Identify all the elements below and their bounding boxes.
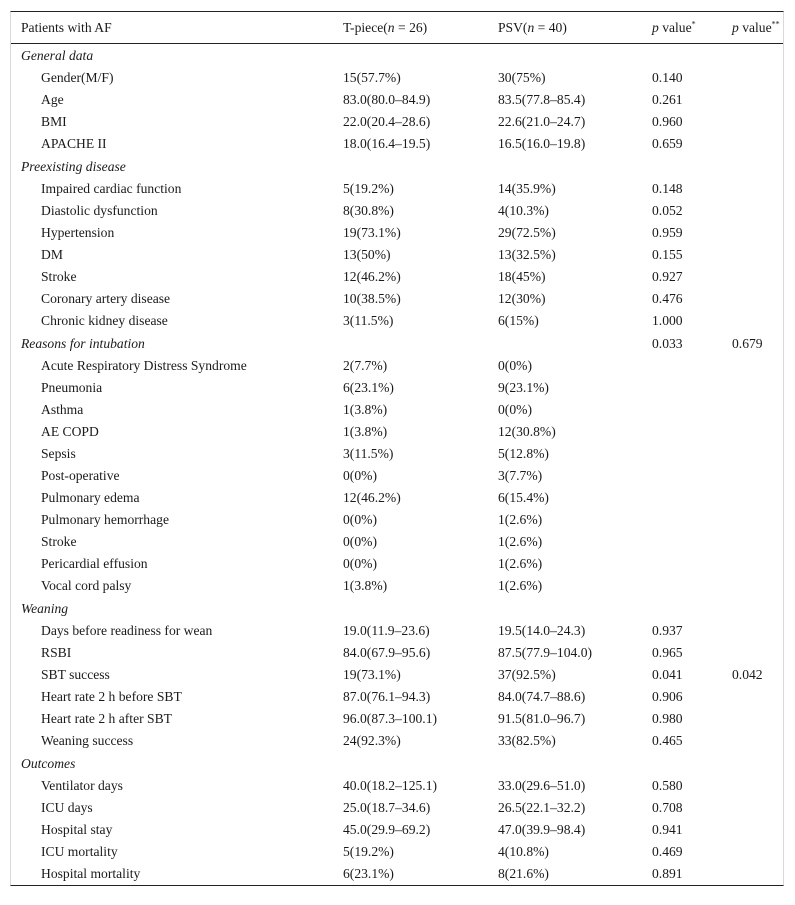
row-p-value-1 <box>652 487 732 509</box>
row-p-value-2 <box>732 222 783 244</box>
row-p-value-2 <box>732 708 783 730</box>
row-label: Pneumonia <box>41 380 103 395</box>
table-row <box>11 67 783 89</box>
row-p-value-2 <box>732 67 783 89</box>
table-header <box>11 12 783 44</box>
row-p-value-1: 0.906 <box>652 689 683 704</box>
row-t-piece-value: 13(50%) <box>343 247 391 262</box>
section-p-value-2 <box>732 752 783 775</box>
row-t-piece-value: 1(3.8%) <box>343 402 388 417</box>
row-p-value-2 <box>732 178 783 200</box>
table-row <box>11 797 783 819</box>
row-p-value-2 <box>732 509 783 531</box>
section-psv-cell <box>498 752 652 775</box>
row-t-piece-value: 25.0(18.7–34.6) <box>343 800 431 815</box>
row-t-piece-value: 96.0(87.3–100.1) <box>343 711 438 726</box>
row-t-piece-value: 8(30.8%) <box>343 203 394 218</box>
table-row <box>11 178 783 200</box>
row-p-value-1: 0.261 <box>652 92 683 107</box>
row-psv-value: 47.0(39.9–98.4) <box>498 822 586 837</box>
table-row <box>11 553 783 575</box>
table-row <box>11 443 783 465</box>
row-p-value-2 <box>732 863 783 885</box>
header-p-value-1-p: p <box>652 19 659 35</box>
row-psv-value: 16.5(16.0–19.8) <box>498 136 586 151</box>
section-t-piece-cell <box>343 332 498 355</box>
row-t-piece-value: 19(73.1%) <box>343 225 401 240</box>
row-psv-value: 12(30%) <box>498 291 546 306</box>
row-label: ICU days <box>41 800 93 815</box>
section-title: General data <box>21 47 94 63</box>
row-label: Sepsis <box>41 446 76 461</box>
row-t-piece-value: 0(0%) <box>343 534 377 549</box>
header-p-value-2-p: p <box>732 19 739 35</box>
row-psv-value: 22.6(21.0–24.7) <box>498 114 586 129</box>
row-p-value-1 <box>652 355 732 377</box>
row-label: Acute Respiratory Distress Syndrome <box>41 358 247 373</box>
row-t-piece-value: 5(19.2%) <box>343 844 394 859</box>
table-row <box>11 399 783 421</box>
row-label: Chronic kidney disease <box>41 313 168 328</box>
row-p-value-1: 0.891 <box>652 866 683 881</box>
row-p-value-1 <box>652 509 732 531</box>
row-p-value-2 <box>732 797 783 819</box>
row-p-value-1: 0.465 <box>652 733 683 748</box>
row-psv-value: 18(45%) <box>498 269 546 284</box>
row-label: Vocal cord palsy <box>41 578 132 593</box>
section-psv-cell <box>498 332 652 355</box>
section-p-value-1 <box>652 752 732 775</box>
row-psv-value: 6(15.4%) <box>498 490 549 505</box>
header-p-value-1 <box>652 12 732 44</box>
row-p-value-1: 0.052 <box>652 203 683 218</box>
row-psv-value: 30(75%) <box>498 70 546 85</box>
row-p-value-2 <box>732 244 783 266</box>
header-p-value-1-footnote: * <box>691 18 696 28</box>
row-label: Asthma <box>41 402 84 417</box>
row-label: Ventilator days <box>41 778 123 793</box>
header-psv-count: = 40) <box>537 19 567 35</box>
table-row <box>11 421 783 443</box>
row-psv-value: 1(2.6%) <box>498 556 543 571</box>
row-t-piece-value: 84.0(67.9–95.6) <box>343 645 431 660</box>
row-label: Pulmonary edema <box>41 490 140 505</box>
table-row <box>11 266 783 288</box>
row-p-value-1 <box>652 421 732 443</box>
section-header-row <box>11 752 783 775</box>
table-row <box>11 775 783 797</box>
section-title: Weaning <box>21 600 69 616</box>
row-p-value-1 <box>652 531 732 553</box>
row-p-value-2 <box>732 266 783 288</box>
row-psv-value: 29(72.5%) <box>498 225 556 240</box>
table-row <box>11 819 783 841</box>
row-p-value-1 <box>652 553 732 575</box>
row-psv-value: 12(30.8%) <box>498 424 556 439</box>
header-t-piece-n: n <box>387 19 395 35</box>
row-p-value-2 <box>732 553 783 575</box>
row-label: Coronary artery disease <box>41 291 171 306</box>
row-psv-value: 0(0%) <box>498 402 532 417</box>
row-label: SBT success <box>41 667 110 682</box>
row-label: Impaired cardiac function <box>41 181 182 196</box>
row-p-value-1: 0.469 <box>652 844 683 859</box>
row-p-value-2 <box>732 620 783 642</box>
row-t-piece-value: 19.0(11.9–23.6) <box>343 623 430 638</box>
row-p-value-2 <box>732 642 783 664</box>
section-t-piece-cell <box>343 155 498 178</box>
row-p-value-2 <box>732 487 783 509</box>
row-p-value-2 <box>732 531 783 553</box>
row-p-value-1: 0.960 <box>652 114 683 129</box>
header-p-value-1-label: value <box>658 19 692 35</box>
row-psv-value: 8(21.6%) <box>498 866 549 881</box>
row-label: Stroke <box>41 534 77 549</box>
row-p-value-1: 0.659 <box>652 136 683 151</box>
row-label: Gender(M/F) <box>41 70 114 85</box>
row-p-value-2 <box>732 288 783 310</box>
table-row <box>11 377 783 399</box>
table-row <box>11 686 783 708</box>
row-psv-value: 5(12.8%) <box>498 446 549 461</box>
row-t-piece-value: 1(3.8%) <box>343 578 388 593</box>
header-psv <box>498 12 652 44</box>
row-p-value-1 <box>652 465 732 487</box>
section-header-row <box>11 332 783 355</box>
row-p-value-1 <box>652 399 732 421</box>
row-p-value-2 <box>732 377 783 399</box>
row-label: ICU mortality <box>41 844 118 859</box>
row-p-value-1: 0.041 <box>652 667 683 682</box>
row-t-piece-value: 24(92.3%) <box>343 733 401 748</box>
section-psv-cell <box>498 44 652 68</box>
section-psv-cell <box>498 597 652 620</box>
row-psv-value: 87.5(77.9–104.0) <box>498 645 593 660</box>
table-row <box>11 664 783 686</box>
row-t-piece-value: 3(11.5%) <box>343 313 394 328</box>
row-t-piece-value: 0(0%) <box>343 468 377 483</box>
section-title: Reasons for intubation <box>21 335 145 351</box>
row-psv-value: 13(32.5%) <box>498 247 556 262</box>
row-label: AE COPD <box>41 424 99 439</box>
section-p-value-2 <box>732 155 783 178</box>
row-t-piece-value: 19(73.1%) <box>343 667 401 682</box>
row-p-value-1: 0.708 <box>652 800 683 815</box>
row-t-piece-value: 2(7.7%) <box>343 358 388 373</box>
table-row <box>11 863 783 885</box>
section-p-value-2 <box>732 597 783 620</box>
row-p-value-1: 1.000 <box>652 313 683 328</box>
row-t-piece-value: 83.0(80.0–84.9) <box>343 92 431 107</box>
row-label: Days before readiness for wean <box>41 623 213 638</box>
table-row <box>11 244 783 266</box>
header-t-piece-prefix: T-piece( <box>343 19 388 35</box>
row-psv-value: 0(0%) <box>498 358 532 373</box>
row-t-piece-value: 12(46.2%) <box>343 490 401 505</box>
table-body <box>11 44 783 886</box>
row-label: BMI <box>41 114 67 129</box>
row-psv-value: 84.0(74.7–88.6) <box>498 689 586 704</box>
row-p-value-2 <box>732 421 783 443</box>
row-label: Heart rate 2 h before SBT <box>41 689 182 704</box>
row-p-value-2 <box>732 775 783 797</box>
table-row <box>11 355 783 377</box>
row-t-piece-value: 6(23.1%) <box>343 866 394 881</box>
section-title: Preexisting disease <box>21 158 126 174</box>
row-label: Hospital mortality <box>41 866 141 881</box>
table-row <box>11 708 783 730</box>
row-p-value-1: 0.476 <box>652 291 683 306</box>
row-p-value-1: 0.965 <box>652 645 683 660</box>
table-row <box>11 642 783 664</box>
row-label: Weaning success <box>41 733 134 748</box>
row-p-value-2 <box>732 443 783 465</box>
section-header-row <box>11 597 783 620</box>
row-t-piece-value: 6(23.1%) <box>343 380 394 395</box>
row-p-value-2 <box>732 355 783 377</box>
table-row <box>11 222 783 244</box>
section-t-piece-cell <box>343 752 498 775</box>
section-title: Outcomes <box>21 755 76 771</box>
row-label: Age <box>41 92 64 107</box>
table-row <box>11 288 783 310</box>
table-row <box>11 200 783 222</box>
row-psv-value: 37(92.5%) <box>498 667 556 682</box>
table-row <box>11 730 783 752</box>
patients-af-table <box>11 12 783 885</box>
row-p-value-2 <box>732 819 783 841</box>
table-row <box>11 620 783 642</box>
row-p-value-2 <box>732 310 783 332</box>
table-row <box>11 465 783 487</box>
row-p-value-2 <box>732 575 783 597</box>
row-t-piece-value: 15(57.7%) <box>343 70 401 85</box>
row-p-value-2: 0.042 <box>732 667 763 682</box>
section-psv-cell <box>498 155 652 178</box>
row-p-value-2 <box>732 133 783 155</box>
row-psv-value: 14(35.9%) <box>498 181 556 196</box>
row-psv-value: 19.5(14.0–24.3) <box>498 623 586 638</box>
table-row <box>11 89 783 111</box>
header-psv-n: n <box>527 19 535 35</box>
row-t-piece-value: 12(46.2%) <box>343 269 401 284</box>
row-label: Pulmonary hemorrhage <box>41 512 169 527</box>
header-t-piece-count: = 26) <box>398 19 428 35</box>
row-psv-value: 1(2.6%) <box>498 578 543 593</box>
header-p-value-2-label: value <box>738 19 772 35</box>
section-t-piece-cell <box>343 597 498 620</box>
section-p-value-1 <box>652 155 732 178</box>
table-row <box>11 841 783 863</box>
row-psv-value: 4(10.3%) <box>498 203 549 218</box>
row-psv-value: 91.5(81.0–96.7) <box>498 711 586 726</box>
row-t-piece-value: 1(3.8%) <box>343 424 388 439</box>
section-p-value-1: 0.033 <box>652 335 683 351</box>
row-p-value-2 <box>732 841 783 863</box>
header-row <box>11 12 783 44</box>
row-psv-value: 83.5(77.8–85.4) <box>498 92 586 107</box>
row-t-piece-value: 5(19.2%) <box>343 181 394 196</box>
row-t-piece-value: 87.0(76.1–94.3) <box>343 689 431 704</box>
section-t-piece-cell <box>343 44 498 68</box>
row-p-value-2 <box>732 730 783 752</box>
table-row <box>11 509 783 531</box>
row-psv-value: 33.0(29.6–51.0) <box>498 778 586 793</box>
row-label: Pericardial effusion <box>41 556 148 571</box>
section-p-value-1 <box>652 44 732 68</box>
row-t-piece-value: 45.0(29.9–69.2) <box>343 822 431 837</box>
row-label: RSBI <box>41 645 72 660</box>
row-p-value-2 <box>732 111 783 133</box>
row-psv-value: 4(10.8%) <box>498 844 549 859</box>
table-row <box>11 531 783 553</box>
section-p-value-2 <box>732 44 783 68</box>
table-row <box>11 310 783 332</box>
section-header-row <box>11 155 783 178</box>
row-t-piece-value: 3(11.5%) <box>343 446 394 461</box>
header-patients-with-af: Patients with AF <box>11 12 343 44</box>
row-label: Hospital stay <box>41 822 113 837</box>
row-psv-value: 1(2.6%) <box>498 534 543 549</box>
section-header-row <box>11 44 783 68</box>
row-p-value-1: 0.148 <box>652 181 683 196</box>
row-p-value-1: 0.155 <box>652 247 683 262</box>
patients-af-table-container <box>10 11 784 886</box>
header-p-value-2-footnote: ** <box>771 18 780 28</box>
row-t-piece-value: 0(0%) <box>343 512 377 527</box>
row-label: Diastolic dysfunction <box>41 203 158 218</box>
header-t-piece <box>343 12 498 44</box>
header-p-value-2 <box>732 12 783 44</box>
section-p-value-2: 0.679 <box>732 335 763 351</box>
section-p-value-1 <box>652 597 732 620</box>
row-p-value-2 <box>732 399 783 421</box>
row-psv-value: 6(15%) <box>498 313 539 328</box>
row-p-value-1: 0.937 <box>652 623 683 638</box>
row-p-value-1: 0.927 <box>652 269 683 284</box>
row-t-piece-value: 40.0(18.2–125.1) <box>343 778 438 793</box>
row-p-value-2 <box>732 686 783 708</box>
row-p-value-2 <box>732 200 783 222</box>
row-t-piece-value: 0(0%) <box>343 556 377 571</box>
row-label: Heart rate 2 h after SBT <box>41 711 172 726</box>
row-p-value-1: 0.980 <box>652 711 683 726</box>
table-row <box>11 487 783 509</box>
row-p-value-2 <box>732 89 783 111</box>
row-p-value-1 <box>652 443 732 465</box>
row-t-piece-value: 18.0(16.4–19.5) <box>343 136 431 151</box>
row-p-value-1: 0.941 <box>652 822 683 837</box>
row-label: Stroke <box>41 269 77 284</box>
row-p-value-1: 0.959 <box>652 225 683 240</box>
row-label: Post-operative <box>41 468 120 483</box>
row-label: APACHE II <box>41 136 107 151</box>
row-p-value-1: 0.580 <box>652 778 683 793</box>
row-label: DM <box>41 247 63 262</box>
row-psv-value: 1(2.6%) <box>498 512 543 527</box>
table-row <box>11 111 783 133</box>
row-t-piece-value: 10(38.5%) <box>343 291 401 306</box>
row-p-value-2 <box>732 465 783 487</box>
row-t-piece-value: 22.0(20.4–28.6) <box>343 114 431 129</box>
row-psv-value: 33(82.5%) <box>498 733 556 748</box>
table-row <box>11 133 783 155</box>
table-row <box>11 575 783 597</box>
row-psv-value: 26.5(22.1–32.2) <box>498 800 586 815</box>
header-psv-prefix: PSV( <box>498 19 528 35</box>
row-p-value-1: 0.140 <box>652 70 683 85</box>
row-p-value-1 <box>652 575 732 597</box>
row-p-value-1 <box>652 377 732 399</box>
row-label: Hypertension <box>41 225 115 240</box>
row-psv-value: 9(23.1%) <box>498 380 549 395</box>
row-psv-value: 3(7.7%) <box>498 468 543 483</box>
